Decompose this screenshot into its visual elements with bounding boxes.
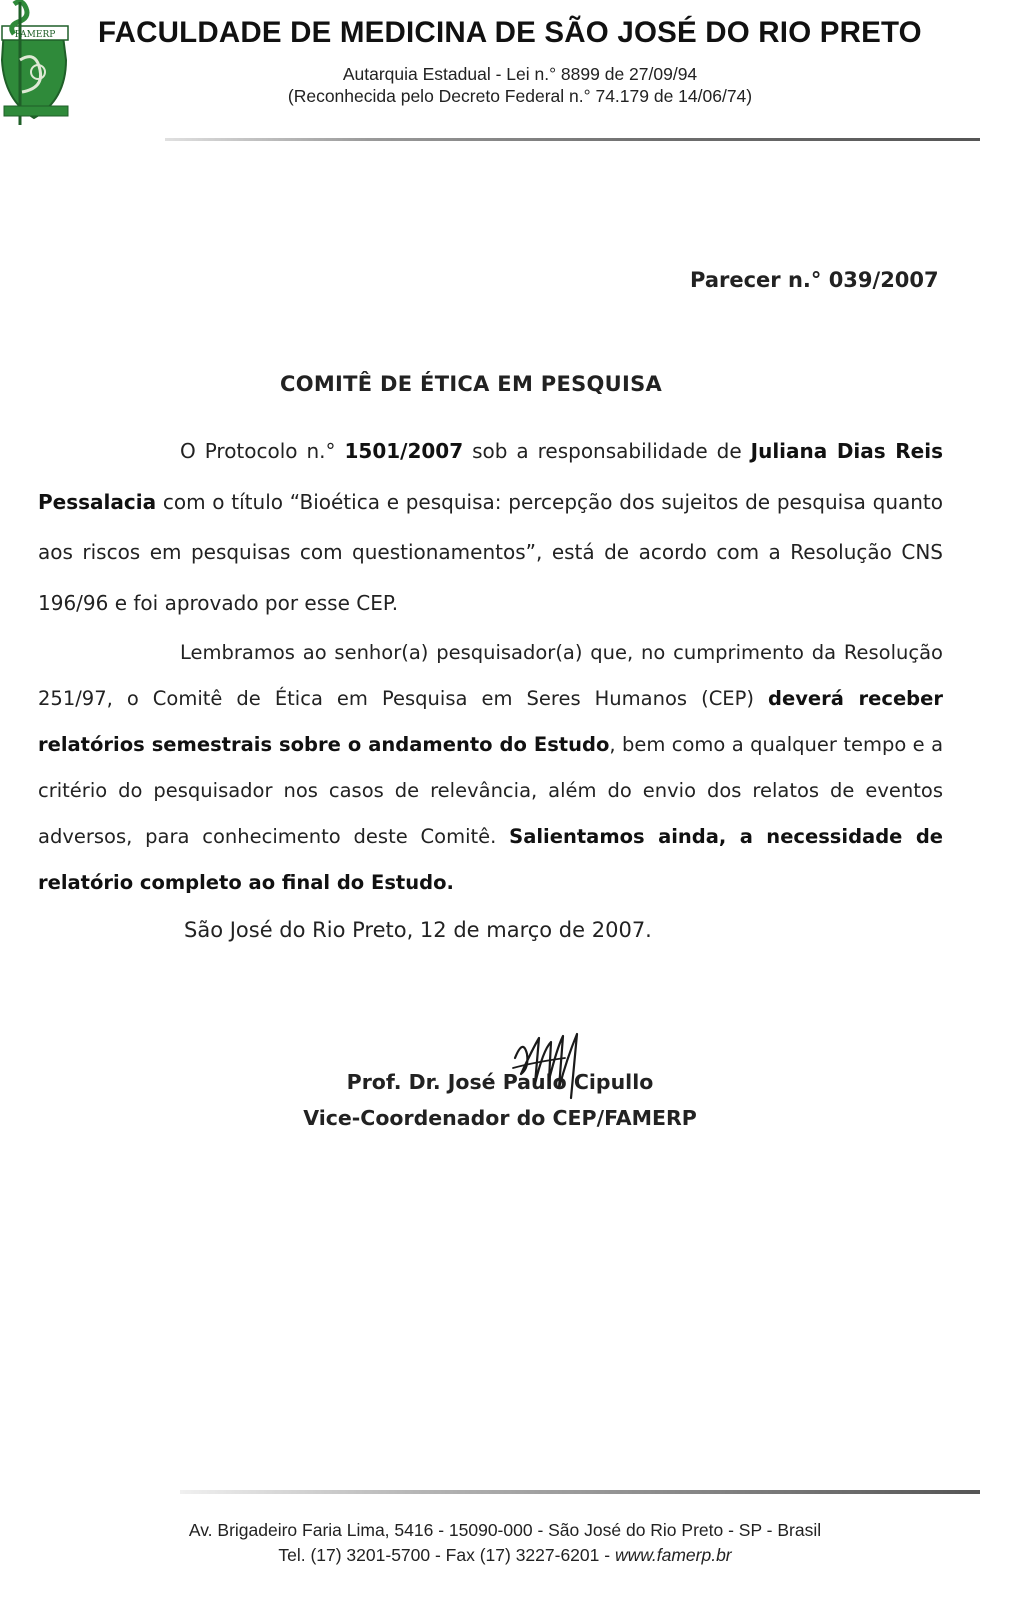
committee-heading: COMITÊ DE ÉTICA EM PESQUISA — [280, 372, 663, 396]
approval-paragraph: O Protocolo n.° 1501/2007 sob a responsabilidade de Juliana Dias Reis Pessalacia com o título “Bioética e pesquisa: percepção dos sujeitos de pesquisa quanto aos riscos em pesquisas com questionamentos”, está de acordo com a Resolução CNS 196/96 e foi aprovado por esse CEP. — [38, 439, 943, 615]
institution-law-line: Autarquia Estadual - Lei n.° 8899 de 27/09/94 — [342, 64, 698, 84]
final-report-requirement: Salientamos ainda, a necessidade de relatório completo ao final do Estudo. — [38, 825, 943, 894]
reminder-paragraph: Lembramos ao senhor(a) pesquisador(a) que, no cumprimento da Resolução 251/97, o Comitê de Ética em Pesquisa em Seres Humanos (CEP) deverá receber relatórios semestrais sobre o andamento do Estudo, bem como a qualquer tempo e a critério do pesquisador nos casos de relevância, além do envio dos relatos de eventos adversos, para conhecimento deste Comitê. Salientamos ainda, a necessidade de relatório completo ao final do Estudo. — [38, 641, 944, 894]
famerp-logo — [0, 0, 72, 130]
footer-phone: Tel. (17) 3201-5700 - Fax (17) 3227-6201 - — [278, 1545, 615, 1565]
header-divider — [165, 138, 980, 141]
footer-address: Av. Brigadeiro Faria Lima, 5416 - 15090-000 - São José do Rio Preto - SP - Brasil — [188, 1520, 822, 1540]
handwritten-signature — [505, 1028, 595, 1108]
logo-text: FAMERP — [14, 30, 56, 40]
parecer-number: Parecer n.° 039/2007 — [690, 268, 939, 292]
signatory-name: Prof. Dr. José Paulo Cipullo — [346, 1070, 654, 1094]
date-line: São José do Rio Preto, 12 de março de 2007. — [184, 918, 652, 942]
protocol-number: 1501/2007 — [344, 439, 464, 463]
institution-name: FACULDADE DE MEDICINA DE SÃO JOSÉ DO RIO PRETO — [98, 16, 922, 49]
signatory-role: Vice-Coordenador do CEP/FAMERP — [303, 1106, 697, 1130]
footer-website-link[interactable]: www.famerp.br — [614, 1545, 732, 1565]
footer-divider — [180, 1490, 980, 1494]
reports-requirement: deverá receber relatórios semestrais sobre o andamento do Estudo — [38, 687, 943, 756]
footer-contact — [130, 1545, 880, 1566]
institution-decree-line: (Reconhecida pelo Decreto Federal n.° 74.179 de 14/06/74) — [287, 86, 753, 106]
researcher-name: Juliana Dias Reis Pessalacia — [38, 439, 943, 514]
